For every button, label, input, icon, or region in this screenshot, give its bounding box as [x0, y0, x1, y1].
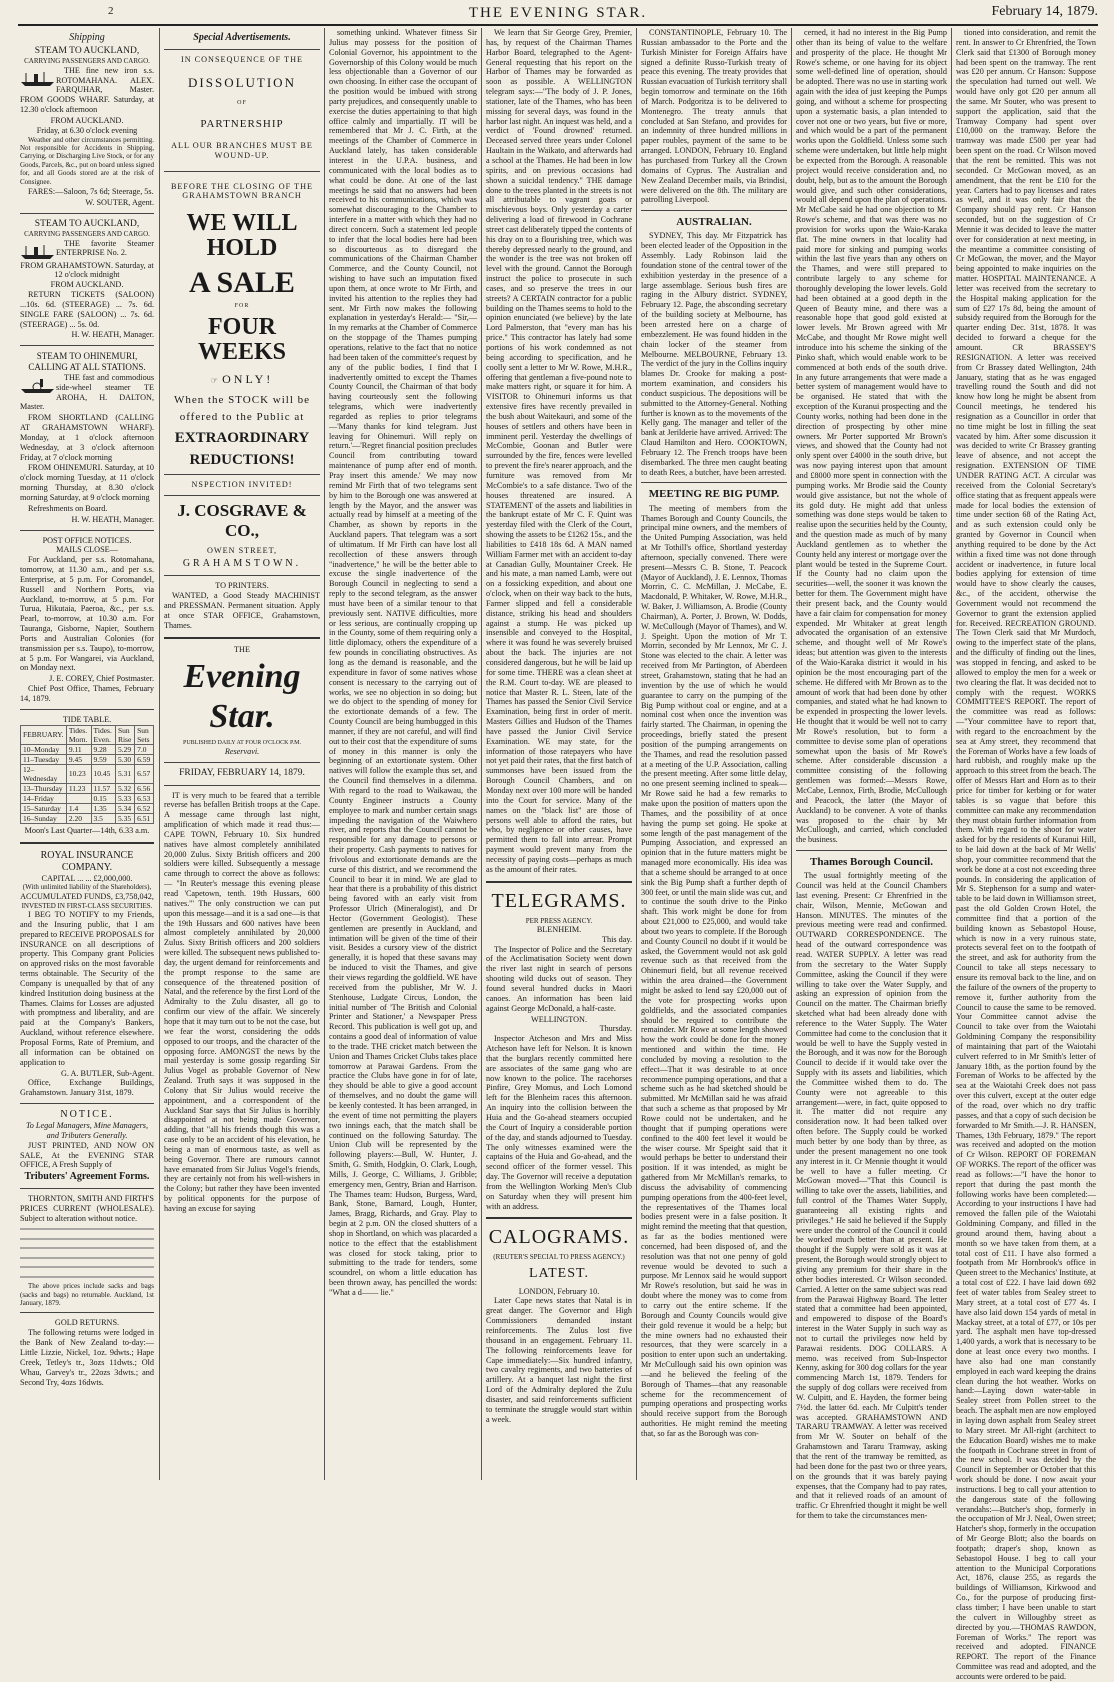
- tide-cell: 10–Monday: [21, 744, 67, 754]
- divider: [164, 637, 320, 639]
- divider: [164, 474, 320, 475]
- ad-fares: FARES:—Saloon, 7s 6d; Steerage, 5s.: [28, 187, 154, 197]
- ad-title: TO PRINTERS.: [215, 581, 269, 591]
- article-text: We learn that Sir George Grey, Premier, has, by request of the Chairman Thames Harbor Board, telegraphed to the Agent-General requesting that his report on the Harbor of Thames may be forwarded as soon as possible. A WELLINGTON telegram says:—"The body of J. P. Jones, stationer, late of the Thames, who has been missing for several days, was found in the harbor last night. An inquest was held, and a verdict of 'Found drowned' returned. Deceased served three years under Colonel Haultain in the Waikato, and afterwards had a school at the Thames. He had been in low spirits, and on previous occasions had shown a suicidal tendency." THE damage done to the trees planted in the streets is not all attributable to vagrant goats or mischievous boys. Only yesterday a carter delivering a load of firewood in Cochrane street cast deliberately tipped the contents of his dray on to a flourishing tree, which was thereby depressed nearly to the ground, and the wonder is the tree was not broken off level with the ground. Cannot the Borough instruct the police to prosecute in such cases, and so preserve the trees in our streets? A CERTAIN contractor for a public building on the Thames seems to hold to the opinion enunciated (we believe) by the late Lord Palmerston, that "every man has his price." This contractor has lately had some portions of his work condemned as not being according to specification, and he coolly sent a letter to Mr W. Rowe, M.H.R., offering that gentleman a five-pound note to make matters right, or square it for him. A VISITOR to Ohinemuri informs us that extensive fires have recently prevailed in the bush about Waitekauri, and some of the houses of settlers and others have been in imminent peril. Yesterday the dwellings of McCombie, Goonan and Butler were surrounded by the fire, fences were levelled to prevent the fire's nearer approach, and the furniture was removed from Mr McCombie's to a safe distance. Two of the houses threatened are insured. A STATEMENT of the assets and liabilities in the bankrupt estate of Mr C. F. Quint was yesterday filed with the Clerk of the Court, showing the assets to be £1262 15s., and the liabilities to £418 18s 6d. A MAN named William Farmer met with an accident to-day at Canadian Gully, Mountainer Creek. He and his mate, a man named Lamb, were out on a fossicking expedition, and about one o'clock, when on their way back to the huts, Farmer slipped and fell a considerable distance, striking his head and shoulders against a stump. He was picked up insensible and conveyed to the Hospital, where it was found he was severely bruised about the back. The injuries are not considered dangerous, but he will be laid up for some time. THERE was a clean sheet at the R.M. Court to-day. WE are pleased to notice that Master R. L. Steen, late of the Thames has passed the Senior Civil Service Examination, being first in order of merit. Masters Gillies and Hudson of the Thames have passed the Junior Civil Service Examination. WE may state, for the information of those ratepayers who have not yet paid their rates, that the first batch of summonses have been issued from the Borough Council Chambers, and on Monday next over 100 more will be handed into the Court for service. Many of the names on the "black list" are those of persons well able to afford the rates, but who, by negligence or other causes, have permitted them to fall into arrear. Prompt payment would prevent many from the necessity of paying costs—perhaps as much as the amount of their rates.: [486, 28, 632, 874]
- newspaper-title: THE EVENING STAR.: [468, 5, 648, 21]
- tide-cell: 9.28: [91, 744, 115, 754]
- ad-notice: Weather and other circumstances permitting. Not responsible for Accidents in Shipping, Carrying, or Discharging Live Stock, or for any Goods, Parcels, &c., put on board unless signed for, and all Goods stored are at the risk of Consignee.: [20, 135, 154, 186]
- tide-cell: 5.33: [115, 793, 134, 803]
- divider: [486, 881, 632, 883]
- gold-returns-title: GOLD RETURNS.: [54, 1318, 120, 1328]
- ad-manager: H. W. HEATH, Manager.: [71, 330, 154, 340]
- ad-schedule: FROM OHINEMURI. Saturday, at 10 o'clock morning Tuesday, at 11 o'clock morning Thursday, at 8.30 o'clock morning Saturday, at 9 o'clock morning: [20, 463, 154, 502]
- ad-manager: H. W. HEATH, Manager.: [71, 514, 154, 524]
- ad-schedule: FROM GRAHAMSTOWN. Saturday, at 12 o'clock midnight: [20, 260, 154, 280]
- ad-line: ALL OUR BRANCHES MUST BE WOUND-UP.: [171, 140, 313, 160]
- insurance-body: I BEG TO NOTIFY to my Friends, and the Insuring public, that I am prepared to RECEIVE PROPOSALS for INSURANCE on all descriptions of property. This Company grant Policies on approved risks on the most favorable terms obtainable. The Security of the Company is unequalled by that of any kindred Institution doing business at the Thames. Claims for Losses are adjusted with promptness and liberality, and are paid at the Company's Bankers, Auckland, without reference elsewhere. Proposal Forms, Rate of Premium, and all information can be obtained on application to: [20, 910, 154, 1067]
- ad-subtitle: CARRYING PASSENGERS AND CARGO.: [24, 57, 150, 66]
- tide-cell: 9.45: [66, 754, 91, 764]
- tide-cell: 6.56: [135, 783, 154, 793]
- tide-cell: 6.51: [135, 813, 154, 823]
- gold-returns-body: The following returns were lodged in the Bank of New Zealand to-day:—Little Lizzie, Nickel, 1oz. 9dwts.; Hape Creek, Tetley's tr., 3ozs 11dwts.; Old Whau, Garvey's tr., 22ozs 3dwts.; and Second Try, 4ozs 16dwts.: [20, 1328, 154, 1387]
- ad-schedule: Friday, at 6.30 o'clock evening: [36, 125, 138, 135]
- ad-line: BEFORE THE CLOSING OF THE GRAHAMSTOWN BRANCH: [170, 181, 314, 201]
- article-text: tioned into consideration, and remit the rent. In answer to Cr Ehrenfried, the Town Clerk said that £1300 of Borough money had been spent on the tramway. The rent was £20 per annum. Cr Hanson: Suppose the speculation had turned out well. We would have only got £20 per annum all the same. Mr Souter, who was present to support the application, said that the Tramway Company had spent over £10,000 on the tramway. Before the tramway was made £500 per year had been spent on the road. Cr Wilson moved that the rent be remitted. This was not seconded. Cr McGowan moved, as an amendment, that the rent be £10 for the year. Carters had to pay licenses and rates as well, and it was only fair that the Company should pay rent. Cr Hanson seconded, but on the suggestion of Cr Mennie it was decided to leave the matter over for consideration at next meeting, in the meantime a committee consisting of Cr McGowan, the mover, and the Mayor being appointed to make inquiries on the matter. HOSPITAL MAINTENANCE. A letter was received from the secretary to the Hospital making application for the sum of £27 17s 8d, being the amount of subsidy required from the Borough for the quarter ending Dec. 31st, 1878. It was decided to forward a cheque for the amount. CR BRASSEY'S RESIGNATION. A letter was received from Cr Brassey dated Wellington, 24th January, stating that as he was engaged travelling round the South and did not know how long he might be absent from Council meetings, he tendered his resignation as a Councillor in order that no time might be lost in filling the seat vacated by him. After some discussion it was decided to write Cr Brassey granting leave of absence, and not accept the resignation. EXTENSION OF TIME UNDER RATING ACT. A circular was received from the Colonial Secretary's office stating that as frequent appeals were made for local bodies the extension of time under section 68 of the Rating Act, and as such extension could only be granted by Governor in Council when anything required to be done by the Act within a fixed time was not done through accident or inadvertence, in future local bodies applying for extension of time would have to show clearly the causes, &c., of the accident, otherwise the Government would not recommend the Governor to grant the extension applied for. Received. RECREATION GROUND. The Town Clerk said that Mr Murdoch, owing to the imperfect state of the plans, and the difficulty of finding out the lines, was stopped in fencing, and asked to be allowed to employ the men for a week or two clearing the flat. It was decided not to comply with the request. WORKS COMMITTEE'S REPORT. The report of the committee was read as follows:—"Your committee have to report that, with regard to the encroachment by the sea at Amy street, they recommend that the Foreman of Works have a few loads of hard rubbish, and roughly make up the approach to this street from the beach. The offer of Messrs Hart and Horn as to their price for timber for kerbing or for water tables is so vague that before this committee can make any recommendation they must obtain further information from them. With regard to the shoot for water asked for by the residents of Kuranui Hill, to be laid down at the back of Mr Wells' shop, your committee recommend that the work be done at a cost not exceeding three pounds. In considering the application of Mr S. Stephenson for a sump and water-table to be laid down in Williamson street, past the old Golden Crown Hotel, the committee find that a portion of the building known as Sebastopol House, which is now in a very ruinous state, protects several feet on to the footpath of the street, and ask for authority from the Council to take all steps necessary to ensure its removal back to the line, and on the failure of the owners of the property to remove it, further authority from the Council to cause the same to be removed. Your Committee cannot advise the Council to take over from the Waiotahi Goldmining Company the responsibility of maintaining that part of the Waiotahi culvert referred to in Mr Smith's letter of January 18th, as the portion found by the Foreman of Works to be affected by the sea at the Waiotahi Creek does not pass over this culvert, except at the outer edge of the road, over which no dry traffic passes, and that a copy of such decision be forwarded to Mr Smith.—J. R. HANSEN, Thames, 13th February, 1879." The report was received and adopted on the motion of Cr Wilson. REPORT OF FOREMAN OF WORKS. The report of the officer was read as follows:—"I have the honor to report that during the past month the following works have been completed:—According to your instructions I have had removed the fallen pile of the Waiotahi Goldmining Company, and filled in the ground around them, having about a month so we have taken from them, at a total cost of £11. I have also formed a footpath from Mr Hornbrook's office in Queen street to the Mechanics' Institute, at a total cost of £22. I have laid down 692 feet of water tables from Sealey street to Mary street, at a total cost of £77 4s. I have also laid down 154 yards of metal in Mackay street, at a total of £77, or 10s per yard. The asphalt men have top-dressed 1,400 yards, a work that is necessary to be done at least once every two months. I have also had one man constantly employed in each ward keeping the drains clean during the hot weather. Works on hand:—Laying down water-table in Sealey street from Pollen street to the beach. The asphalt men are now employed in laying down asphalt from Sealey street to Mary street. Mr All-right (architect to the Education Board) wishes me to make the footpath in Cochrane street in front of the new school. It was decided by the Council in September or October that this work should be done. I now await your instructions. I beg to call your attention to the dangerous state of the following verandahs:—Butcher's shop, formerly in the occupation of Mr J. Neal, Owen street; Hatcher's shop, formerly in the occupation of Mr George Blott; also the boards on footpath; draper's shop, known as Sebastopol House. I beg to call your attention to the Municipal Corporations Act, 1876, clause 255, as regards the buildings of Williamson, Kirkwood and Co., for the purpose of producing first-class timber; I have been unable to start the culvert in Willoughby street as directed by you.—THOMAS RAWDON, Foreman of Works." The report was received and adopted. FINANCE REPORT. The report of the Finance Committee was read and adopted, and the accounts were ordered to be paid.: [956, 28, 1096, 1681]
- divider: [20, 1103, 154, 1104]
- tide-cell: 11.57: [91, 783, 115, 793]
- ad-subtitle: CARRYING PASSENGERS AND CARGO.: [24, 230, 150, 239]
- pointing-hand-icon: ☞: [210, 375, 223, 385]
- tide-cell: 2.20: [66, 813, 91, 823]
- nameplate-the: THE: [234, 644, 250, 654]
- latest-heading: LATEST.: [528, 1265, 589, 1281]
- tide-cell: 6.53: [135, 793, 154, 803]
- tide-cell: 12–Wednesday: [21, 764, 67, 783]
- divider: [20, 1312, 154, 1313]
- ad-from: FROM AUCKLAND.: [50, 280, 124, 290]
- column-rule: [636, 28, 637, 1480]
- tide-header-cell: Sun Rise: [115, 725, 134, 744]
- tide-cell: 1.35: [91, 803, 115, 813]
- tide-table-title: TIDE TABLE.: [62, 714, 112, 724]
- column-council-report: [796, 28, 947, 1521]
- ad-title: STEAM TO OHINEMURI, CALLING AT ALL STATIONS.: [28, 351, 146, 373]
- ad-line: FOR: [234, 303, 250, 310]
- advertiser-town: GRAHAMSTOWN.: [182, 558, 302, 570]
- divider: [164, 785, 320, 786]
- insurance-capital: CAPITAL ... ... £2,000,000.: [41, 873, 133, 883]
- calograms-heading: CALOGRAMS.: [488, 1226, 630, 1249]
- tide-row: [21, 793, 154, 803]
- notice-title: POST OFFICE NOTICES.: [42, 535, 132, 545]
- tide-header-cell: Tides. Even.: [91, 725, 115, 744]
- tide-cell: 7.0: [135, 744, 154, 754]
- tide-cell: 10.45: [91, 764, 115, 783]
- tide-row: [21, 813, 154, 823]
- advertiser-name: J. COSGRAVE & CO.,: [177, 500, 307, 541]
- article-text: The meeting of members from the Thames Borough and County Councils, the principal mine owners, and the members of the United Pumping Association, was held at Mr Tothill's office, Shortland yesterday afternoon, specially convened. There were present—Messrs C. B. Stone, T. Peacock (Mayor of Auckland), J. E. Lennox, Thomas Morrin, C. C. McMillan, J. McCabe, E. Macdonald, P. Whitaker, W. Rowe, M.H.R., W. Baker, J. Williamson, A. Brodie (County Chairman), A. Porter, J. Brown, W. Dodds, W. McCullough (Mayor of Thames), and W. J. Speight. Upon the motion of Mr T. Morrin, seconded by Mr Lennox, Mr C. J. Stone was elected to the chair. A letter was received from Mr Partington, of Aberdeen street, Grahamstown, stating that he had an invention by the use of which he would guarantee to carry on the pumping of the Big Pump without coal or engine, and at a nominal cost when once the invention was fairly started. The Chairman, in opening the proceedings, briefly stated the present position of the pumping arrangements on the Thames, and read the resolution passed at a meeting of the U.P. Association, calling the present meeting. After some little delay, no one present seeming inclined to speak— Mr Rowe said he had a few remarks to make upon the position of matters upon the Thames, and the possibility of at once having the pump set going. He spoke at some length of the past management of the Pumping Association, and expressed an opinion that in the future matters might be managed more economically. His idea was that a scheme should be arranged to at once sink the Big Pump shaft a further depth of 300 feet, or until the main slide was cut, and to continue the south drive to the Pinko shaft. This work might be done for from about £21,000 to £25,000, and would take about two years to complete. If the Borough and County Council no doubt if it would be asked, the Government would not ask gold revenue such as that received from the Ohinemuri field, but all revenue received within the area drained—the Government might be asked to lend say £20,000 out of the vote for prospecting works upon goldfields, and the associated companies should be required to contribute the remainder. Mr Rowe at some length showed how the work could be done for the money mentioned and within the time. He concluded by moving a resolution to the effect—That it was desirable to at once recommence pumping operations, and that a scheme such as he had sketched should be submitted. Mr McMillan said he was afraid that such a scheme as that proposed by Mr Rowe could not be undertaken, and he thought that if pumping operations were confined to the 400 feet level it would be the wiser course. Mr Speight said that it would perhaps be better to understand their position. If it was intended, as might be gathered from Mr McMillan's remarks, to discuss the advisability of commencing pumping operations from the 400-feet level, the representatives of the Thames local bodies present were in a false position. It might remind the meeting that that question, as far as the bodies mentioned were concerned, had been disposed of, and the resolution was that not one penny of gold revenue would be devoted to such a purpose. Mr Lennox said he would support Mr Rowe's resolution, but said he was in doubt where the money was to come from to carry out the entire scheme. If the Borough and County Councils would give their gold revenue it would be a help; but the mine owners had no exhausted their resources, that they were scarcely in a position to enter upon such an undertaking. Mr McCullough said his own opinion was—and he believed the feeling of the Borough of Thames—that any reasonable scheme for the recommencement of pumping operations and prospecting works should receive support from the Borough authorities. He might remind the meeting that, so far as the Borough was con-: [641, 503, 787, 1438]
- council-heading: Thames Borough Council.: [810, 856, 933, 869]
- tide-cell: 0.15: [91, 793, 115, 803]
- divider: [164, 495, 320, 496]
- ad-line: OF: [237, 100, 247, 107]
- australian-heading: AUSTRALIAN.: [676, 216, 752, 229]
- notice-body: JUST PRINTED, AND NOW ON SALE, At the EVENING STAR OFFICE, A Fresh Supply of: [20, 1140, 154, 1170]
- divider: [641, 482, 787, 483]
- article-text: SYDNEY, This day. Mr Fitzpatrick has been elected leader of the Opposition in the Assembly. Lady Robinson laid the foundation stone of the central tower of the exhibition yesterday in the presence of a large assemblage. Serious bush fires are raging in the Albury district. SYDNEY, February 12. Page, the absconding secretary of the building society at Melbourne, has been arrested here on a charge of embezzlement. He was found hidden in the chain locker of the steamer from Melbourne. MELBOURNE, February 13. The verdict of the jury in the Collins inquiry blames Dr. Crooke for making a post-mortem examination, and considers his conduct suspicious. The depositions will be submitted to the Attorney-General. Nothing further is known as to the movements of the Kelly gang. The manager and teller of the bank at Jerilderie have arrived. Arrived: The Claud Hamilton and Hero. COOKTOWN, February 12. The French troops have been disembarked. The three men caught beating to death Rees, a butcher, have been arrested.: [641, 231, 787, 477]
- divider: [164, 762, 320, 763]
- ad-line: NSPECTION INVITED!: [191, 480, 293, 490]
- tide-cell: 5.30: [115, 754, 134, 764]
- tide-row: [21, 744, 154, 754]
- divider: [20, 530, 154, 531]
- paddle-steamer-icon: [20, 376, 56, 392]
- tide-cell: 14–Friday: [21, 793, 67, 803]
- column-rule: [951, 28, 952, 1480]
- ad-line: When the STOCK will be offered to the Public at: [173, 394, 311, 423]
- section-heading: Shipping: [69, 32, 105, 43]
- issue-date: February 14, 1879.: [991, 4, 1098, 19]
- leader-text: IT is very much to be feared that a terrible reverse has befallen British troops at the Cape. A message came through last night, amplification of which made it read thus:— CAPE TOWN, February 10. Six hundred natives have almost completely annihilated 20,000 Zulus. Sixty British officers and 200 soldiers were killed. Subsequently a message came through to correct the above as follows:— "In Reuter's message this evening please read 'Capetown, tenth. 19th Hussars, 600 natives.'" The only construction we can put upon this message—and it is a sad one—is that the 19th Hussars and 600 natives have been almost completely annihilated by 20,000 Zulus. Sixty British officers and 200 soldiers were killed. The subsequent news published to-day, the urgent demand for reinforcements and the prompt response to the same are consequence of the threatened position of Natal, and the reference by the first Lord of the Admiralty to the Zulu disaster, all go to confirm our view of the affair. We sincerely hope that it may turn out to be not the case, but we fear the worst, considering the odds opposed to our troops, and the character of the opposing force. AMONGST the news by the mail yesterday is some gossip regarding Sir Julius Vogel as probable Governor of New Zealand. Truth says it was supposed in the Colony that Sir Julius would receive the appointment, and a correspondent of the Auckland Star says that Sir Julius is horribly disappointed at not being made Governor, adding, that "all his friends though this was a case only to be an accident of his elevation, he being a man of enormous taste, as well as being Governor. There are rumours cannot have emanated from Sir Julius Vogel's friends, they are certainly not from his well-wishers in the Colony; but rather they have been invented by political opponents for the purpose of having an excuse for saying: [164, 790, 320, 1213]
- dateline-place: LONDON, February 10.: [518, 1286, 600, 1296]
- telegrams-agency: PER PRESS AGENCY.: [525, 916, 593, 925]
- ad-fares: RETURN TICKETS (SALOON) ...10s. 6d. (STEERAGE) ... 7s. 6d. SINGLE FARE (SALOON) ... 7s. 6d. (STEERAGE) ... 5s. 0d.: [20, 290, 154, 329]
- ad-schedule: FROM SHORTLAND (CALLING AT GRAHAMSTOWN WHARF). Monday, at 1 o'clock afternoon Wednesday, at 3 o'clock afternoon Friday, at 7 o'clock morning: [20, 413, 154, 462]
- nameplate-title: Evening Star.: [183, 657, 301, 736]
- telegrams-heading: TELEGRAMS.: [491, 889, 627, 912]
- divider: [20, 345, 154, 346]
- divider: [164, 49, 320, 50]
- insurance-title: ROYAL INSURANCE COMPANY.: [40, 849, 134, 873]
- ad-body: THE fast and commodious side-wheel steamer TE AROHA, H. DALTON, Master.: [20, 372, 154, 412]
- dateline-day: This day.: [602, 934, 632, 944]
- prices-note: The above prices include sacks and bags (sacks and bags) no returnable. Auckland, 1st January, 1879.: [20, 1282, 154, 1308]
- cable-text: Later Cape news states that Natal is in great danger. The Governor and High Commissioners demanded instant reinforcements. The Zulus lost five thousand in an engagement. February 11. The following reinforcements leave for Cape immediately:—Six hundred infantry, two cavalry regiments, and two batteries of artillery. At a banquet last night the first Lord of the Admiralty deplored the Zulu disaster, and said reinforcements sufficient to terminate the struggle would start within a week.: [486, 1296, 632, 1424]
- insurance-office: Office, Exchange Buildings, Grahamstown. January 31st, 1879.: [20, 1078, 154, 1098]
- column-rule: [481, 28, 482, 1480]
- steamship-icon: [20, 242, 56, 258]
- insurance-funds: ACCUMULATED FUNDS, £3,758,042,: [20, 891, 154, 901]
- divider: [164, 575, 320, 576]
- tide-cell: 11.23: [66, 783, 91, 793]
- column-council-continued: [956, 28, 1096, 1681]
- tide-cell: 1.4: [66, 803, 91, 813]
- tide-cell: 5.31: [115, 764, 134, 783]
- tide-cell: 5.35: [115, 813, 134, 823]
- dateline-place: BLENHEIM.: [536, 924, 582, 934]
- tide-row: [21, 754, 154, 764]
- ad-headline: A SALE: [189, 265, 295, 299]
- tide-header-cell: Sun Sets: [135, 725, 154, 744]
- moon-phase: Moon's Last Quarter—14th, 6.33 a.m.: [24, 825, 150, 835]
- ad-headline: WE WILL HOLD: [186, 210, 298, 262]
- ad-body: THE fine new iron s.s. ROTOMAHANA. ALEX. FARQUHAR, Master. FROM GOODS WHARF. Saturday, at 12.30 o'clock afternoon: [20, 65, 154, 115]
- notice-forms: Tributers' Agreement Forms.: [24, 1171, 150, 1183]
- tide-cell: 15–Saturday: [21, 803, 67, 813]
- telegram-text: Inspector Atcheson and Mrs and Miss Atcheson have left for Nelson. It is known that the burglars recently committed here are associates of the same gang who are now known to the police. The racehorses Pinfire, Grey Momus, and Loch Lomond left for the Blenheim races this afternoon. An inquiry into the collision between the Huia and the Go-ahead steamers occupied the Court of Inquiry a considerable portion of the day, and stands adjourned to Tuesday. The only witnesses examined were the captains of the Huia and Go-ahead, and the second officer of the former vessel. This day. The Governor will receive a deputation from the Wellington Working Men's Club on Saturday when they will present him with an address.: [486, 1034, 632, 1211]
- page-number: 2: [108, 5, 114, 17]
- column-rule: [324, 28, 325, 1480]
- tide-cell: 6.52: [135, 803, 154, 813]
- ad-headline: FOUR WEEKS: [197, 314, 287, 366]
- tide-cell: 6.57: [135, 764, 154, 783]
- leader-dateline: FRIDAY, FEBRUARY 14, 1879.: [179, 768, 305, 779]
- ad-agent: W. SOUTER, Agent.: [85, 197, 154, 207]
- tide-cell: 13–Thursday: [21, 783, 67, 793]
- ad-line: DISSOLUTION: [188, 74, 296, 90]
- column-local-news-telegrams: [486, 28, 632, 1480]
- insurance-agent: G. A. BUTLER, Sub-Agent.: [60, 1068, 154, 1078]
- dateline-place: WELLINGTON.: [530, 1014, 587, 1024]
- tide-row: [21, 783, 154, 793]
- steamship-icon: [20, 69, 56, 85]
- column-rule: [159, 28, 160, 1480]
- tide-cell: 6.59: [135, 754, 154, 764]
- ad-line: IN CONSEQUENCE OF THE: [180, 55, 304, 64]
- advertiser-street: OWEN STREET,: [206, 545, 278, 555]
- article-text: something unkind. Whatever fitness Sir Julius may possess for the position of Colonial Governor, his appointment to the Governorship of this Colony would be much less objectionable than a Governor of our own choosing. In either case the occupant of the position would be imbued with strong party prejudices, and consequently unable to exercise the duties appertaining to that high office calmly and impartially. IT will be remembered that Mr J. C. Firth, at the meetings of the Chamber of Commerce in Auckland lately, has taken considerable interest in the U.P.A. business, and communicated with the local bodies as to what could be done. At one of the last meetings he said that no answers had been received to his communications, which was somewhat discouraging to the Chamber to interfere in a matter with which they had no direct concern. Such a statement led people to infer that the local bodies here had been so discourteous as to disregard the communications of the Chairman Chamber Commerce, and the County Council, not wishing to have such an imputation fixed upon them, at once wrote to Mr Firth, and invited his attention to the replies they had sent. Mr Firth now makes the following explanation in yesterday's Herald:— "Sir,—In my remarks at the Chamber of Commerce on the stoppage of the Thames pumping operations, relative to the fact that no notice had been taken of the committee's request by any of the public bodies, I find that I inadvertently omitted to except the Thames County Council, the Chairman of that body having courteously sent the following telegrams, which were inadvertently regarded as replies to prior telegrams—'Many thanks for kind telegram. Just leaving for Ohinemuri. Will reply on return.'—'Regret financial position precludes Council from contributing toward maintenance of pump after end of month. Pray insert this amende.' We may now remind Mr Firth that of two telegrams sent by him to the Borough one was answered at length by the Mayor, and the answer was actually read by himself at a meeting of the Chamber, as shown by reports in the Auckland papers. That telegram was a sort of ultimatum. If Mr Firth can have lost all recollection of these answers through "inadvertence," he will be the better able to excuse the single inadvertence of the Borough Council in neglecting to send a reply to the second telegram, as the answer must have been of a similar tenour to that previously sent. NATIVE difficulties, more or less serious, are continually cropping up in the County, some of them requiring only a little diplomacy, others the expenditure of a few pounds in conciliating obstructives. As long as the demand is reasonable, and the expenditure in favor of some natives whose consent is necessary to the carrying out of works, we see no objection in so doing; but we do object to the spending of money for the extortionate demands of a few. The County Council are being humbugged in this manner, if they are not careful, and will find out to their cost that the expenditure of sums of money in this manner is only the beginning of an extortionate system. Other natives will follow the example thus set, and the Council find themselves in a dilemma. With regard to the road to Waikawau, the County Engineer instructs a County employee to mark and number certain snags impeding the navigation of the Waiwhero river, and reports that the Council cannot be responsible for any damage to persons or their property. Cash payments to natives for frivolous and extortionate demands are the curse of this district, and we recommend the Council to bear it in mind. We are glad to hear that there is a probability of this district being favored with an early visit from Professor Ulrich (Mineralogist), and Dr Hector (Government Geologist). These gentlemen are presently in Auckland, and intimation will be given of the time of their visit. Besides a cursory view of the district generally, it is hoped that these savans may be induced to visit the Thames, and give their views regarding the goldfield. WE have received from the publisher, Mr W. J. Stenhouse, Ludgate Circus, London, the initial number of 'The British and Colonial Printer and Stationer,' a Newspaper Press Record. This publication is well got up, and contains a good deal of information of value to the trade. THE cricket match between the Union and Thames Cricket Clubs takes place tomorrow at Parawai Gardens. From the practice the Clubs have gone in for of late, they should be able to give a good account of themselves, and no doubt the game will be keenly contested. It has been arranged, in the event of time not permitting the players two innings each, that the match shall be continued on the following Saturday. The Union Club will be represented by the following players:—Bull, W. Hunter, J. Smith, G. Smith, Hodgkin, O. Clark, Lough, Mills, J. George, C. Williams, J. Gribble; emergency men, Gentry, Brian and Harrison. The Thames team: Hudson, Burgess, Ward, Bank, Stone, Barnard, Lough, Hunter, James, Bragg, Richards, and Gray. Play to begin at 2 p.m. ON the closed shutters of a shop in Shortland, on which was placarded a notice to the effect that the establishment was closed for stock taking, prior to submitting to the trade for tenders, some scoundrel, on whom a little education has been thrown away, has pencilled the words: "What a d—— lie.": [329, 28, 477, 1297]
- notice-subtitle: To Legal Managers, Mine Managers, and Tributers Generally.: [25, 1121, 149, 1140]
- tide-row: [21, 764, 154, 783]
- tide-cell: 11–Tuesday: [21, 754, 67, 764]
- tide-cell: 16–Sunday: [21, 813, 67, 823]
- ad-body: THE favorite Steamer ENTERPRISE No. 2.: [56, 238, 154, 258]
- article-text: cerned, it had no interest in the Big Pump other than its being of value to the welfare and prosperity of the place. He thought Mr Rowe's scheme, or one having for its object some well-defined line of operation, should be adopted. There was no use in starting work again with the idea of just keeping the Pumps going, and without a scheme for prospecting upon a systematic basis, a plan intended to cover not one or two years, but five or more, and which would be a part of the permanent works upon the Goldfield. Unless some such scheme were undertaken, but little help might be expected from the Borough. A reasonable project would receive consideration and, no doubt, help, but as to the amount the Borough would give, and such other considerations, would all depend upon the plan of operations. Mr McCabe said he had one objection to Mr Rowe's scheme, and that was there was no provision for works upon the Waio-Karaka flat. The mine owners in that locality had paid more for sinking and pumping works within the last five years than any others on the Thames, and were still prepared to contribute largely to any scheme for thoroughly developing the lower levels. Gold had been obtained at a good depth in the Queen of Beauty mine, and there was a reasonable hope that good gold existed at lower levels. Mr Brown agreed with Mr McCabe, and thought Mr Rowe might well introduce into his scheme the sinking of the Pinko shaft, which would enable work to be commenced at both ends of the south drive. In any future arrangements that were made a better system of management would have to be organised. He stated that with the exception of the Kuranui prospecting and the County works, nothing had been done in the direction of prospecting by other mine owners. Mr Porter supported Mr Brown's views, and showed that the County had not only spent over £4000 in the south drive, but was now paying interest upon that amount and £8000 more spent in connection with the pumping works. Mr Brodie said the County would give assistance, but not the whole of its gold duty. He might add that unless something was done steps would be taken to realise upon the securities held by the County, and the question made as much of by many Auckland gentlemen as to whether the County held any interest or mortgage over the plant would be tested in the Supreme Court. If the County had no claim upon the securities—well, the sooner it was known the better for them. The Government might have their present back, and the County would have a fair claim for compensation for money expended. Mr Whitaker at great length advocated the organisation of an extensive scheme, and thought well of Mr Rowe's ideas; but attention was given to the interests of the Waio-Karaka district it would in his opinion be the most encouraging part of the scheme. He differed with Mr Brown as to the amount of work that had been done by other companies, and stated what he had known to be expended in prospecting the lower levels. He thought that it would be well not to carry Mr Rowe's resolution, but to form a committee to devise some plan of operations somewhat upon the basis of Mr Rowe's scheme. After considerable discussion a committee consisting of the following gentlemen was formed:—Messrs Rowe, McCabe, Lennox, Firth, Brodie, McCullough and Peacock, the latter (the Mayor of Auckland) to be convener. A vote of thanks was proposed to the chair by Mr McCullough, and carried, which concluded the business.: [796, 28, 947, 845]
- section-heading: Special Advertisements.: [193, 32, 291, 43]
- notice-office: Chief Post Office, Thames, February 14, 1879.: [20, 684, 154, 703]
- tide-header-cell: Tides. Morn.: [66, 725, 91, 744]
- tide-cell: 9.11: [66, 744, 91, 754]
- tide-cell: 10.23: [66, 764, 91, 783]
- tide-cell: [66, 793, 91, 803]
- tide-cell: 9.59: [91, 754, 115, 764]
- ad-only: ONLY!: [222, 371, 274, 386]
- masthead-rule: [18, 24, 1098, 26]
- tide-cell: 5.32: [115, 783, 134, 793]
- column-editorial: [329, 28, 477, 1480]
- dateline-day: Thursday.: [599, 1024, 632, 1034]
- divider: [20, 709, 154, 710]
- meeting-heading: MEETING RE BIG PUMP.: [648, 488, 780, 501]
- article-text: The usual fortnightly meeting of the Council was held at the Council Chambers last evening. Present: Cr Ehrenfried in the chair, Wilson, Mennie, McGowan and Hanson. MINUTES. The minutes of the previous meeting were read and confirmed. OUTWARD CORRESPONDENCE. The head of the outward correspondence was read. WATER SUPPLY. A letter was read from the secretary to the Water Supply Committee, asking the Council if they were willing to take over the Water Supply, and asking an expression of opinion from the Council on the matter. The Chairman briefly sketched what had been already done with reference to the Water Supply. The Water Committee had come to the conclusion that it would be well to have the Supply vested in the Borough, and it was now for the Borough Council to decide if it would take over the Supply with its assets and liabilities, which the Committee wished them to do. The County were not agreeable to this arrangement—were, in fact, quite opposed to it. The matter did not require any consideration now. It had been talked over often before. The Supply could be worked much better by one body than by three, as under the present management no one took any interest in it. Cr Mennie thought it would be well to have a fuller meeting. Cr McGowan moved—"That this Council is willing to take over the assets, liabilities, and full control of the Thames Water Supply, guaranteeing all existing rights and privileges." He said he believed if the Supply were under the control of the Council it could be worked much better than at present. He thought if the Supply were sold as it was at present, the Borough would strongly object to giving any premium for their share in the other bodies interested. Cr Wilson seconded. Carried. A letter on the same subject was read from the Parawai Highway Board. The letter stated that a committee had been appointed, and empowered to dispose of the Board's interest in the Water Supply in such way as not to curtail the privileges now held by Parawai residents. DOG COLLARS. A memo. was received from Sub-Inspector Kenny, asking for 300 dog collars for the year commencing March 1st, 1879. Tenders for the supply of dog collars were received from W. Culpitt, and E. Hayden, the former being 7½d. the latter 6d. each. Mr Culpitt's tender was accepted. GRAHAMSTOWN AND TARARU TRAMWAY. A letter was received from Mr W. Souter on behalf of the Grahamstown and Tararu Tramway, asking that the rent of the tramway be remitted, as had been done for the past two or three years, on the grounds that it was barely paying expenses, that the Company had to pay rates, and that it relieved roads of an amount of traffic. Cr Ehrenfried thought it might be well for them to take the circumstances men-: [796, 871, 947, 1521]
- ad-title: STEAM TO AUCKLAND,: [34, 218, 140, 229]
- nameplate-motto: Reservavi.: [224, 747, 260, 757]
- tide-cell: 5.34: [115, 803, 134, 813]
- column-special-advertisements: [164, 28, 320, 1480]
- divider: [20, 1188, 154, 1189]
- column-rule: [791, 28, 792, 1480]
- nameplate-published: PUBLISHED DAILY AT FOUR O'CLOCK P.M.: [183, 740, 301, 747]
- tide-header-cell: FEBRUARY.: [21, 725, 67, 744]
- divider: [486, 1217, 632, 1219]
- divider: [20, 842, 154, 844]
- insurance-liability: (With unlimited liability of the Shareholders),: [22, 883, 152, 892]
- tide-table: [20, 725, 154, 824]
- divider: [796, 850, 947, 851]
- ad-body: WANTED, a Good Steady MACHINIST and PRESSMAN. Permanent situation. Apply at once STAR OFFICE, Grahamstown, Thames.: [164, 591, 320, 630]
- divider: [641, 210, 787, 211]
- tide-row: [21, 803, 154, 813]
- masthead: [18, 3, 1098, 23]
- divider: [20, 213, 154, 214]
- notice-title: NOTICE.: [60, 1109, 114, 1121]
- divider: [164, 171, 320, 172]
- notice-signature: J. E. COREY, Chief Postmaster.: [49, 674, 154, 684]
- calograms-agency: (REUTER'S SPECIAL TO PRESS AGENCY.): [493, 1253, 625, 1262]
- column-foreign-news: [641, 28, 787, 1480]
- column-shipping: [20, 28, 154, 1480]
- article-text: CONSTANTINOPLE, February 10. The Russian ambassador to the Porte and the Turkish Minister for Foreign Affairs have signed a definite Russo-Turkish treaty of peace this evening. The treaty provides that Russian evacuation of Turkish territory shall begin tomorrow and terminate on the 16th of March. Podgoritza is to be delivered to Montenegro. The treaty annuls that concluded at San Stefano, and provides for an indemnity of three hundred millions in paper roubles, payment of the same to be arranged. LONDON, February 10. England has purchased from Turkey all the Crown domains of Cyprus. The Australian and New Zealand December mails, via Brindisi, were delivered on the 8th. The military are patrolling Liverpool.: [641, 28, 787, 205]
- notice-body: For Auckland, per s.s. Rotomahana, tomorrow, at 11.30 a.m., and per s.s. Enterprise, at 5 p.m. For Coromandel, Russell and Northern Ports, via Auckland, to-morrow, at 5 p.m. For Turua, Hikutaia, Paeroa, &c., per s.s. Pearl, to-morrow, at 10.30 a.m. For Tauranga, Gisborne, Napier, Southern Ports and Australian Colonies (for transmission per s.s. Taupo), to-morrow, at 5 p.m. For Wangarei, via Auckland, on Monday next.: [20, 555, 154, 673]
- ad-headline: EXTRAORDINARY: [174, 430, 310, 447]
- tide-cell: 5.29: [115, 744, 134, 754]
- insurance-invested: INVESTED IN FIRST-CLASS SECURITIES.: [21, 901, 153, 910]
- notice-subtitle: MAILS CLOSE—: [56, 545, 118, 555]
- ad-title: STEAM TO AUCKLAND,: [34, 46, 140, 56]
- ad-headline: REDUCTIONS!: [189, 452, 295, 469]
- telegram-text: The Inspector of Police and the Secretary of the Acclimatisation Society went down the river last night in search of persons shooting wild ducks out of season. They found several hundred ducks in Maori canoes. An information has been laid against George McDonald, a half-caste.: [486, 944, 632, 1013]
- ad-line: [164, 372, 320, 386]
- prices-current-title: THORNTON, SMITH AND FIRTH'S PRICES CURRENT (WHOLESALE). Subject to alteration without notice.: [20, 1194, 154, 1223]
- tide-cell: 3.5: [91, 813, 115, 823]
- ad-from: FROM AUCKLAND.: [50, 116, 124, 125]
- prices-table: [20, 1225, 154, 1281]
- ad-note: Refreshments on Board.: [28, 503, 108, 513]
- ad-line: PARTNERSHIP: [200, 117, 284, 130]
